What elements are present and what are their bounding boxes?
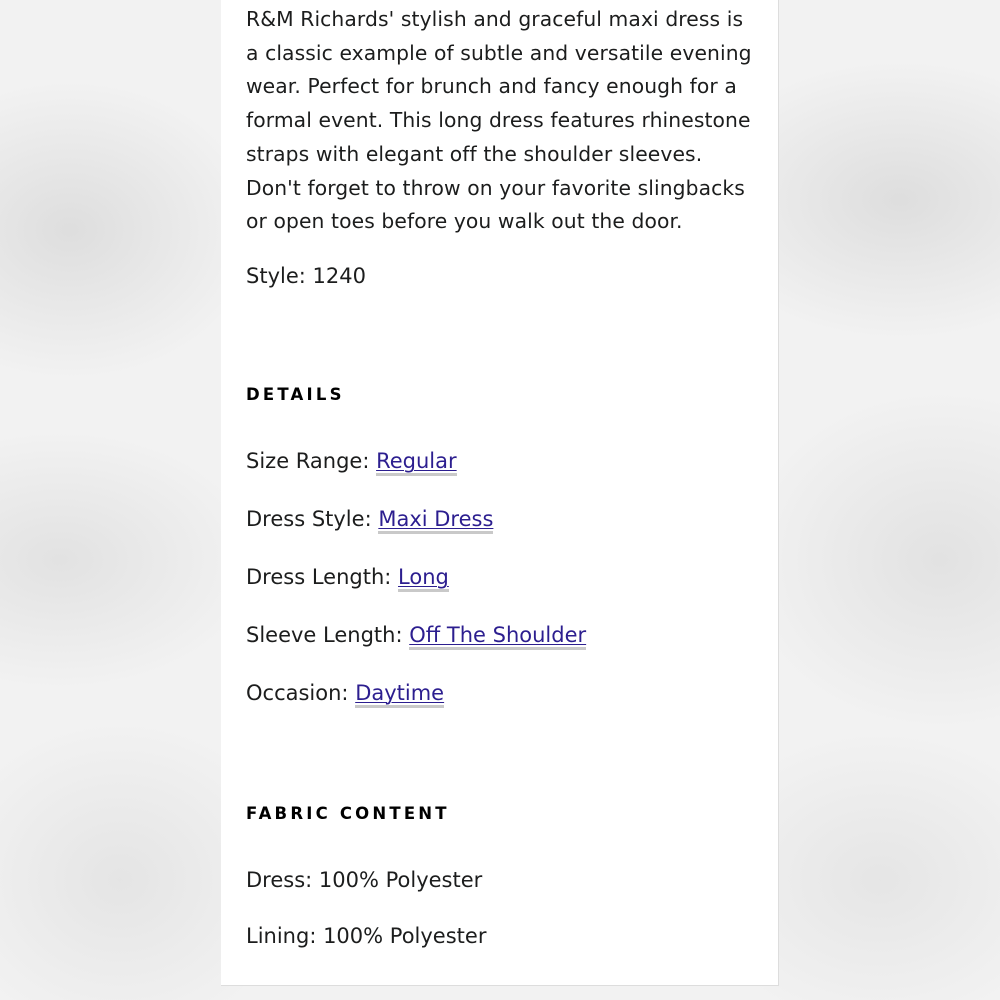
sleeve-length-link[interactable]: Off The Shoulder (409, 623, 586, 650)
dress-style-link[interactable]: Maxi Dress (378, 507, 493, 534)
fabric-lining: Lining: 100% Polyester (246, 924, 487, 948)
detail-dress-style (246, 505, 493, 533)
detail-label: Sleeve Length: (246, 623, 410, 647)
detail-label: Dress Style: (246, 507, 379, 531)
details-heading: DETAILS (246, 385, 345, 404)
detail-size-range (246, 447, 457, 475)
detail-occasion (246, 679, 444, 707)
occasion-link[interactable]: Daytime (355, 681, 444, 708)
style-number: Style: 1240 (246, 264, 366, 288)
detail-label: Occasion: (246, 681, 356, 705)
size-range-link[interactable]: Regular (376, 449, 457, 476)
product-description: R&M Richards' stylish and graceful maxi dress is a classic example of subtle and versatile evening wear. Perfect for brunch and fancy enough for a formal event. This long dress features rhinestone straps with elegant off the shoulder sleeves. Don't forget to throw on your favorite slingbacks or open toes before you walk out the door. (246, 7, 752, 234)
detail-sleeve-length (246, 621, 586, 649)
detail-label: Dress Length: (246, 565, 399, 589)
detail-label: Size Range: (246, 449, 377, 473)
fabric-dress: Dress: 100% Polyester (246, 868, 483, 892)
detail-dress-length (246, 563, 449, 591)
product-info-panel (221, 0, 779, 986)
fabric-content-heading: FABRIC CONTENT (246, 804, 450, 823)
dress-length-link[interactable]: Long (398, 565, 449, 592)
